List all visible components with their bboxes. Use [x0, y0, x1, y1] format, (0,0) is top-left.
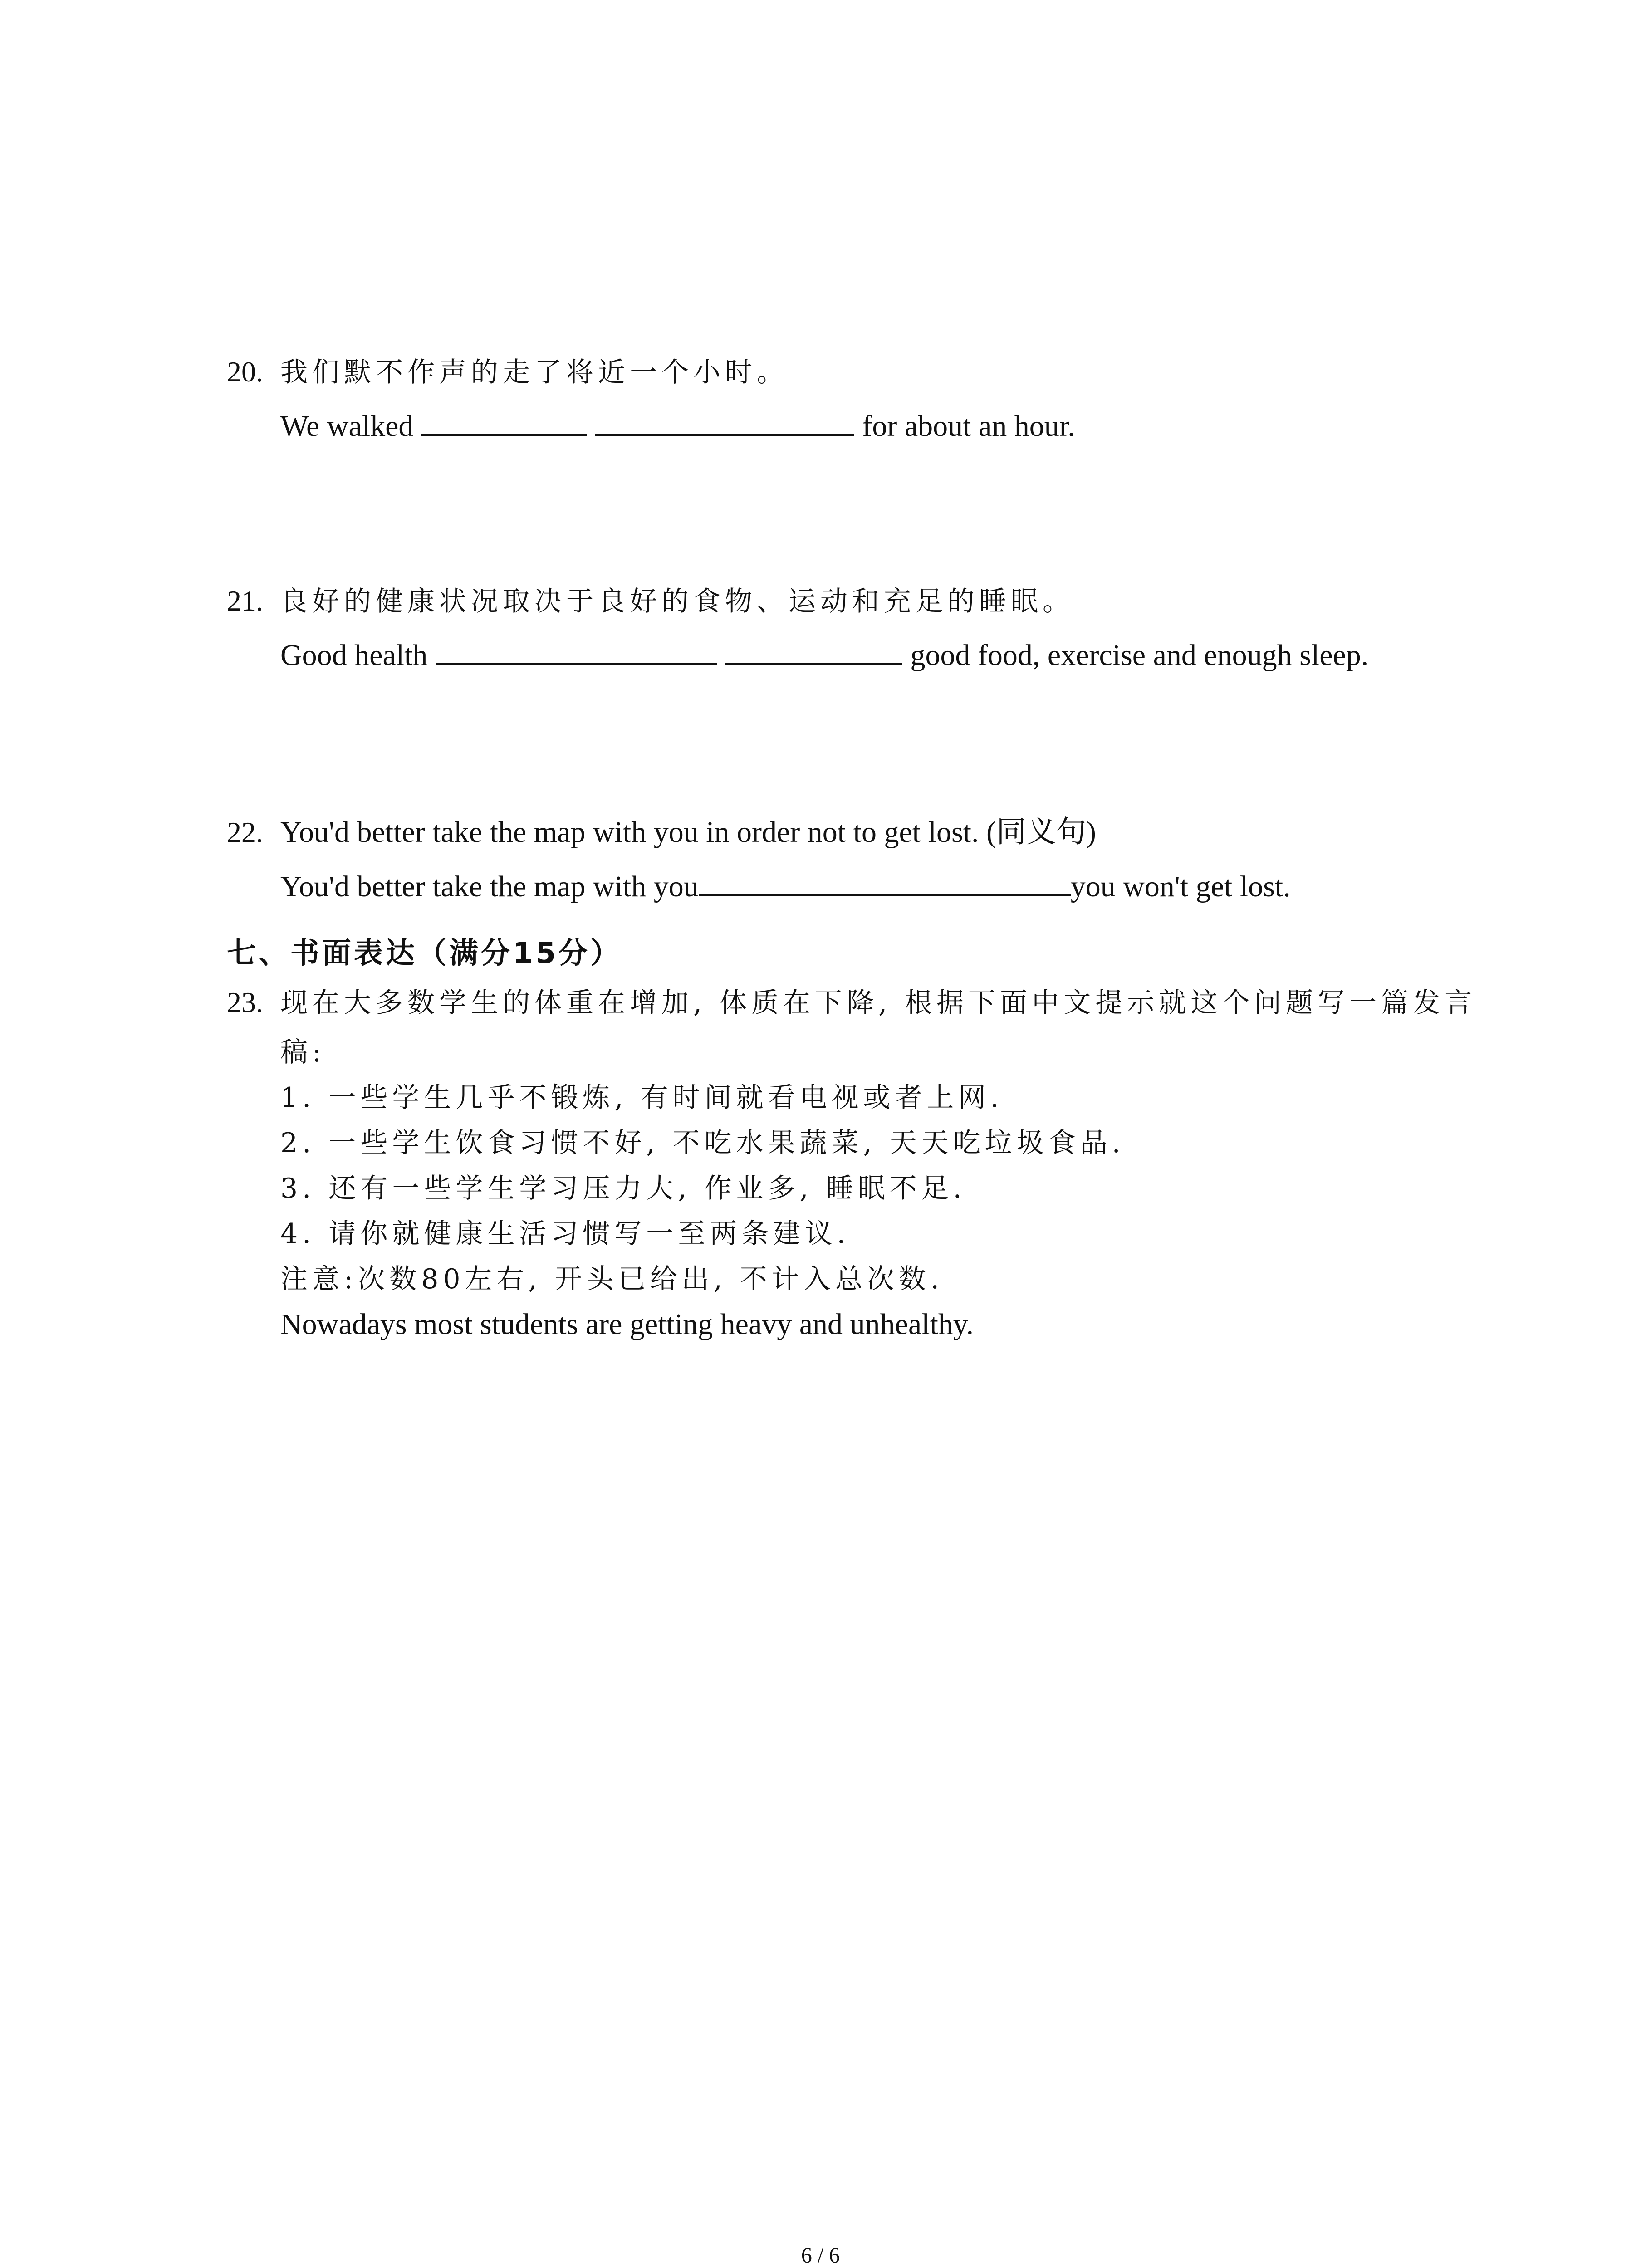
question-prompt: 我们默不作声的走了将近一个小时。: [280, 357, 789, 388]
answer-blank-1[interactable]: [421, 404, 587, 436]
question-number: 20.: [227, 356, 263, 388]
question-number: 23.: [227, 986, 263, 1018]
sentence-start: Good health: [280, 639, 428, 672]
writing-prompt-line-2: 稿:: [280, 1036, 326, 1068]
sentence-end: for about an hour.: [862, 410, 1075, 443]
sentence-start: We walked: [280, 410, 414, 443]
question-23: [227, 975, 1477, 1347]
question-number: 22.: [227, 816, 263, 848]
answer-blank[interactable]: [699, 864, 1071, 896]
writing-point-3: 3. 还有一些学生学习压力大, 作业多, 睡眠不足.: [280, 1173, 966, 1204]
writing-point-4: 4. 请你就健康生活习惯写一至两条建议.: [280, 1218, 850, 1250]
page-number: 6 / 6: [801, 2244, 840, 2268]
writing-note: 注意:次数80左右, 开头已给出, 不计入总次数.: [280, 1263, 944, 1295]
section-title: 七、书面表达（满分15分）: [227, 937, 622, 970]
question-21: [227, 574, 1452, 683]
writing-prompt-line-1: 现在大多数学生的体重在增加, 体质在下降, 根据下面中文提示就这个问题写一篇发言: [280, 987, 1477, 1019]
question-20: [227, 345, 1452, 454]
answer-blank-2[interactable]: [595, 404, 854, 436]
sentence-end: good food, exercise and enough sleep.: [910, 639, 1369, 672]
question-number: 21.: [227, 585, 263, 617]
sentence-start: You'd better take the map with you: [280, 870, 699, 903]
question-prompt: You'd better take the map with you in order not to get lost. (同义句): [280, 816, 1096, 849]
question-22: [227, 805, 1452, 914]
sentence-end: you won't get lost.: [1070, 870, 1291, 903]
writing-opening-sentence: Nowadays most students are getting heavy and unhealthy.: [280, 1308, 974, 1341]
writing-point-1: 1. 一些学生几乎不锻炼, 有时间就看电视或者上网.: [280, 1082, 1004, 1114]
writing-point-2: 2. 一些学生饮食习惯不好, 不吃水果蔬菜, 天天吃垃圾食品.: [280, 1127, 1125, 1159]
question-prompt: 良好的健康状况取决于良好的食物、运动和充足的睡眠。: [280, 586, 1074, 617]
answer-blank-2[interactable]: [725, 633, 902, 665]
answer-blank-1[interactable]: [436, 633, 717, 665]
